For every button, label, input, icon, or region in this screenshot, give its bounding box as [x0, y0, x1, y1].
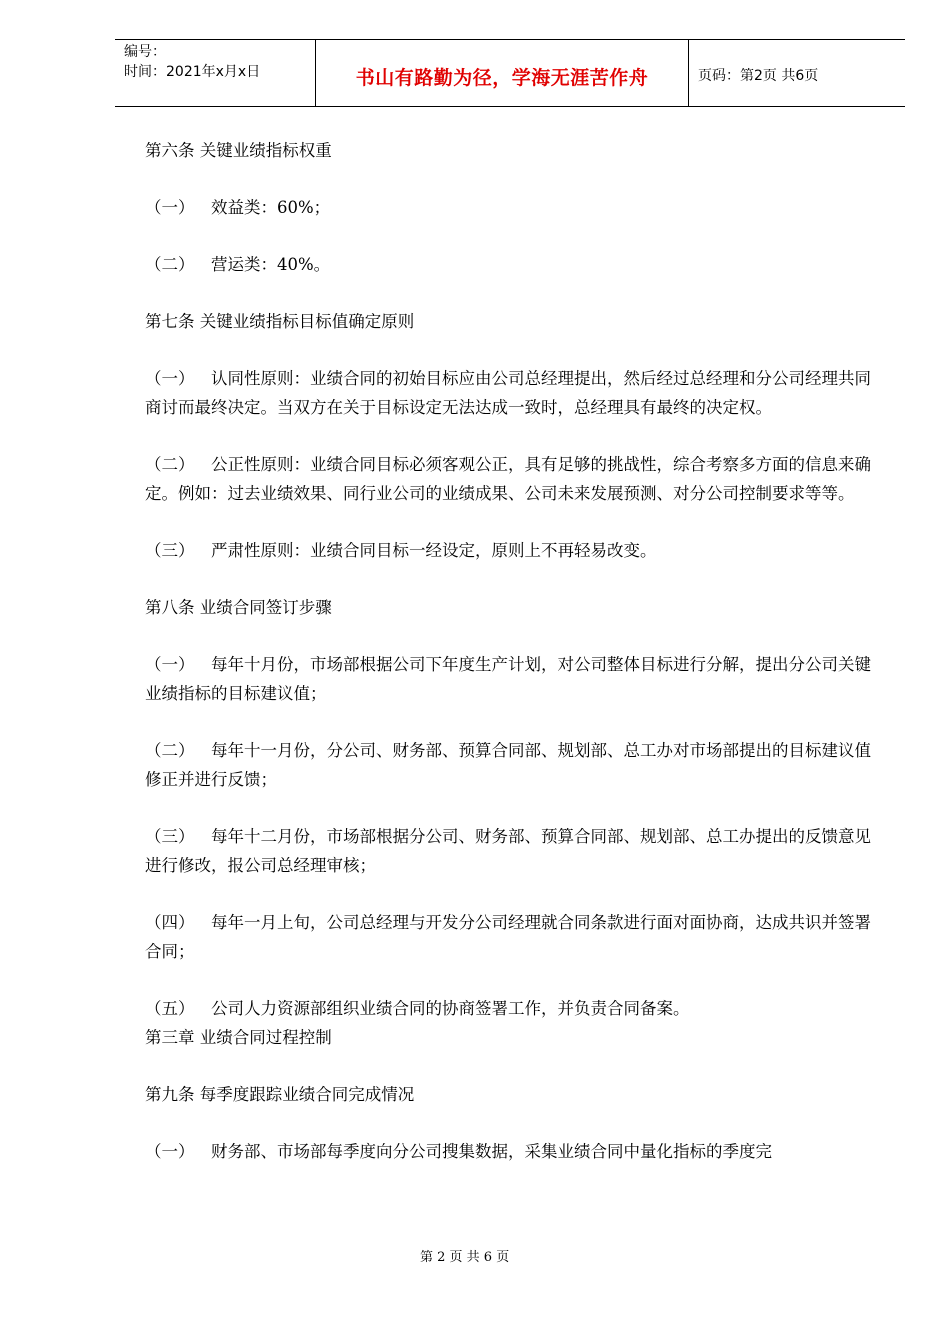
- item-number: （三）: [145, 827, 195, 846]
- para-text: 第六条 关键业绩指标权重: [145, 141, 332, 160]
- para-text: 营运类：40%。: [211, 255, 331, 274]
- para-text: 财务部、市场部每季度向分公司搜集数据，采集业绩合同中量化指标的季度完: [211, 1142, 772, 1161]
- item-number: （一）: [145, 655, 195, 674]
- list-item: [145, 994, 875, 1023]
- item-number: （一）: [145, 369, 195, 388]
- article-heading: [145, 136, 875, 165]
- header-motto: 书山有路勤为径，学海无涯苦作舟: [355, 66, 649, 89]
- para-text: 每年十月份，市场部根据公司下年度生产计划，对公司整体目标进行分解，提出分公司关键业绩指标的目标建议值；: [145, 655, 871, 703]
- list-item: [145, 250, 875, 279]
- para-text: 第七条 关键业绩指标目标值确定原则: [145, 312, 415, 331]
- header-motto-cell: [315, 40, 689, 106]
- list-item: [145, 450, 875, 508]
- item-number: （一）: [145, 198, 195, 217]
- header-meta: [115, 40, 315, 106]
- header-number-label: 编号：: [124, 44, 166, 60]
- page-footer: 第 2 页 共 6 页: [420, 1250, 510, 1265]
- item-number: （一）: [145, 1142, 195, 1161]
- header-date: 时间：2021年x月x日: [124, 64, 261, 80]
- para-text: 严肃性原则：业绩合同目标一经设定，原则上不再轻易改变。: [211, 541, 657, 560]
- item-number: （四）: [145, 913, 195, 932]
- document-body: [145, 136, 875, 1194]
- list-item: [145, 536, 875, 565]
- item-number: （三）: [145, 541, 195, 560]
- para-text: 公司人力资源部组织业绩合同的协商签署工作，并负责合同备案。: [211, 999, 690, 1018]
- para-text: 效益类：60%；: [211, 198, 331, 217]
- list-item: [145, 908, 875, 966]
- item-number: （五）: [145, 999, 195, 1018]
- article-heading: [145, 307, 875, 336]
- list-item: [145, 364, 875, 422]
- list-item: [145, 822, 875, 880]
- para-text: 认同性原则：业绩合同的初始目标应由公司总经理提出，然后经过总经理和分公司经理共同商讨而最终决定。当双方在关于目标设定无法达成一致时，总经理具有最终的决定权。: [145, 369, 871, 417]
- page-header: [115, 39, 905, 107]
- article-heading: [145, 593, 875, 622]
- item-number: （二）: [145, 255, 195, 274]
- para-text: 第九条 每季度跟踪业绩合同完成情况: [145, 1085, 415, 1104]
- item-number: （二）: [145, 741, 195, 760]
- list-item: [145, 650, 875, 708]
- para-text: 每年一月上旬，公司总经理与开发分公司经理就合同条款进行面对面协商，达成共识并签署合同；: [145, 913, 871, 961]
- para-text: 第八条 业绩合同签订步骤: [145, 598, 332, 617]
- para-text: 公正性原则：业绩合同目标必须客观公正，具有足够的挑战性，综合考察多方面的信息来确定。例如：过去业绩效果、同行业公司的业绩成果、公司未来发展预测、对分公司控制要求等等。: [145, 455, 871, 503]
- item-number: （二）: [145, 455, 195, 474]
- para-text: 每年十二月份，市场部根据分公司、财务部、预算合同部、规划部、总工办提出的反馈意见进行修改，报公司总经理审核；: [145, 827, 871, 875]
- list-item: [145, 736, 875, 794]
- list-item: [145, 193, 875, 222]
- article-heading: [145, 1080, 875, 1109]
- list-item: [145, 1137, 875, 1166]
- chapter-heading: [145, 1023, 875, 1052]
- header-page-info: 页码：第2页 共6页: [698, 68, 819, 84]
- para-text: 第三章 业绩合同过程控制: [145, 1028, 332, 1047]
- para-text: 每年十一月份，分公司、财务部、预算合同部、规划部、总工办对市场部提出的目标建议值修正并进行反馈；: [145, 741, 871, 789]
